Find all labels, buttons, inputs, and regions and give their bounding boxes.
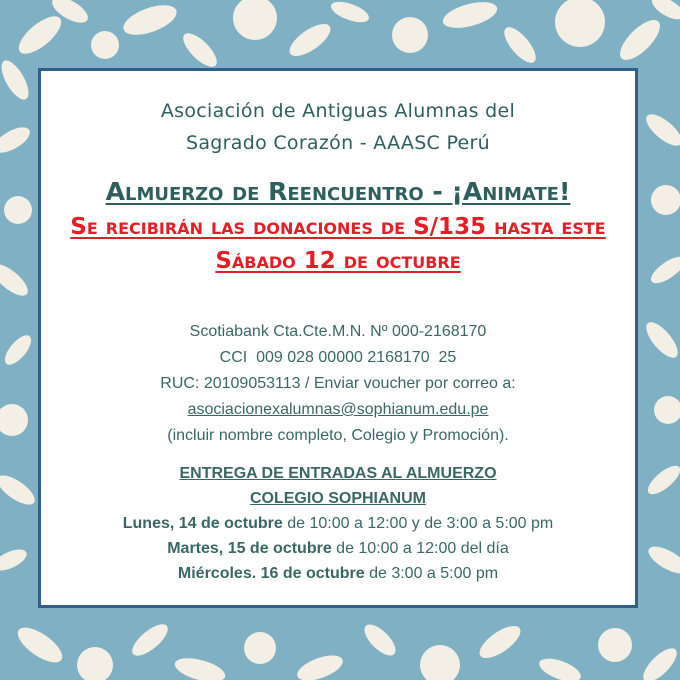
email-link[interactable]: asociacionexalumnas@sophianum.edu.pe [187, 401, 489, 418]
event-headline [41, 175, 635, 279]
delivery-heading-1: ENTREGA DE ENTRADAS AL ALMUERZO [179, 465, 497, 482]
event-title: Almuerzo de Reencuentro - ¡Animate! [105, 177, 571, 206]
organization-name [41, 95, 635, 159]
payment-details [41, 319, 635, 449]
schedule-row [41, 561, 635, 586]
announcement-card [38, 68, 638, 608]
ruc-voucher-text: RUC: 20109053113 / Enviar voucher por correo a: [160, 375, 516, 392]
delivery-heading-2: COLEGIO SOPHIANUM [249, 490, 426, 507]
ticket-delivery [41, 461, 635, 586]
schedule-day: Lunes, 14 de octubre [122, 515, 283, 532]
schedule-hours: de 10:00 a 12:00 y de 3:00 a 5:00 pm [282, 515, 554, 532]
donation-line-1: Se recibirán las donaciones de S/135 hasta este [70, 214, 606, 240]
donation-line-2: Sábado 12 de octubre [215, 248, 461, 274]
organization-line-1: Asociación de Antiguas Alumnas del [160, 100, 516, 122]
schedule-day: Martes, 15 de octubre [167, 540, 332, 557]
voucher-note: (incluir nombre completo, Colegio y Promoción). [167, 427, 509, 444]
schedule-hours: de 10:00 a 12:00 del día [331, 540, 509, 557]
bank-account: Scotiabank Cta.Cte.M.N. Nº 000-2168170 [189, 323, 487, 340]
schedule-hours: de 3:00 a 5:00 pm [364, 565, 499, 582]
schedule-day: Miércoles. 16 de octubre [177, 565, 365, 582]
organization-line-2: Sagrado Corazón - AAASC Perú [185, 132, 490, 154]
schedule-row [41, 511, 635, 536]
cci-number: CCI 009 028 00000 2168170 25 [219, 349, 457, 366]
schedule-row [41, 536, 635, 561]
